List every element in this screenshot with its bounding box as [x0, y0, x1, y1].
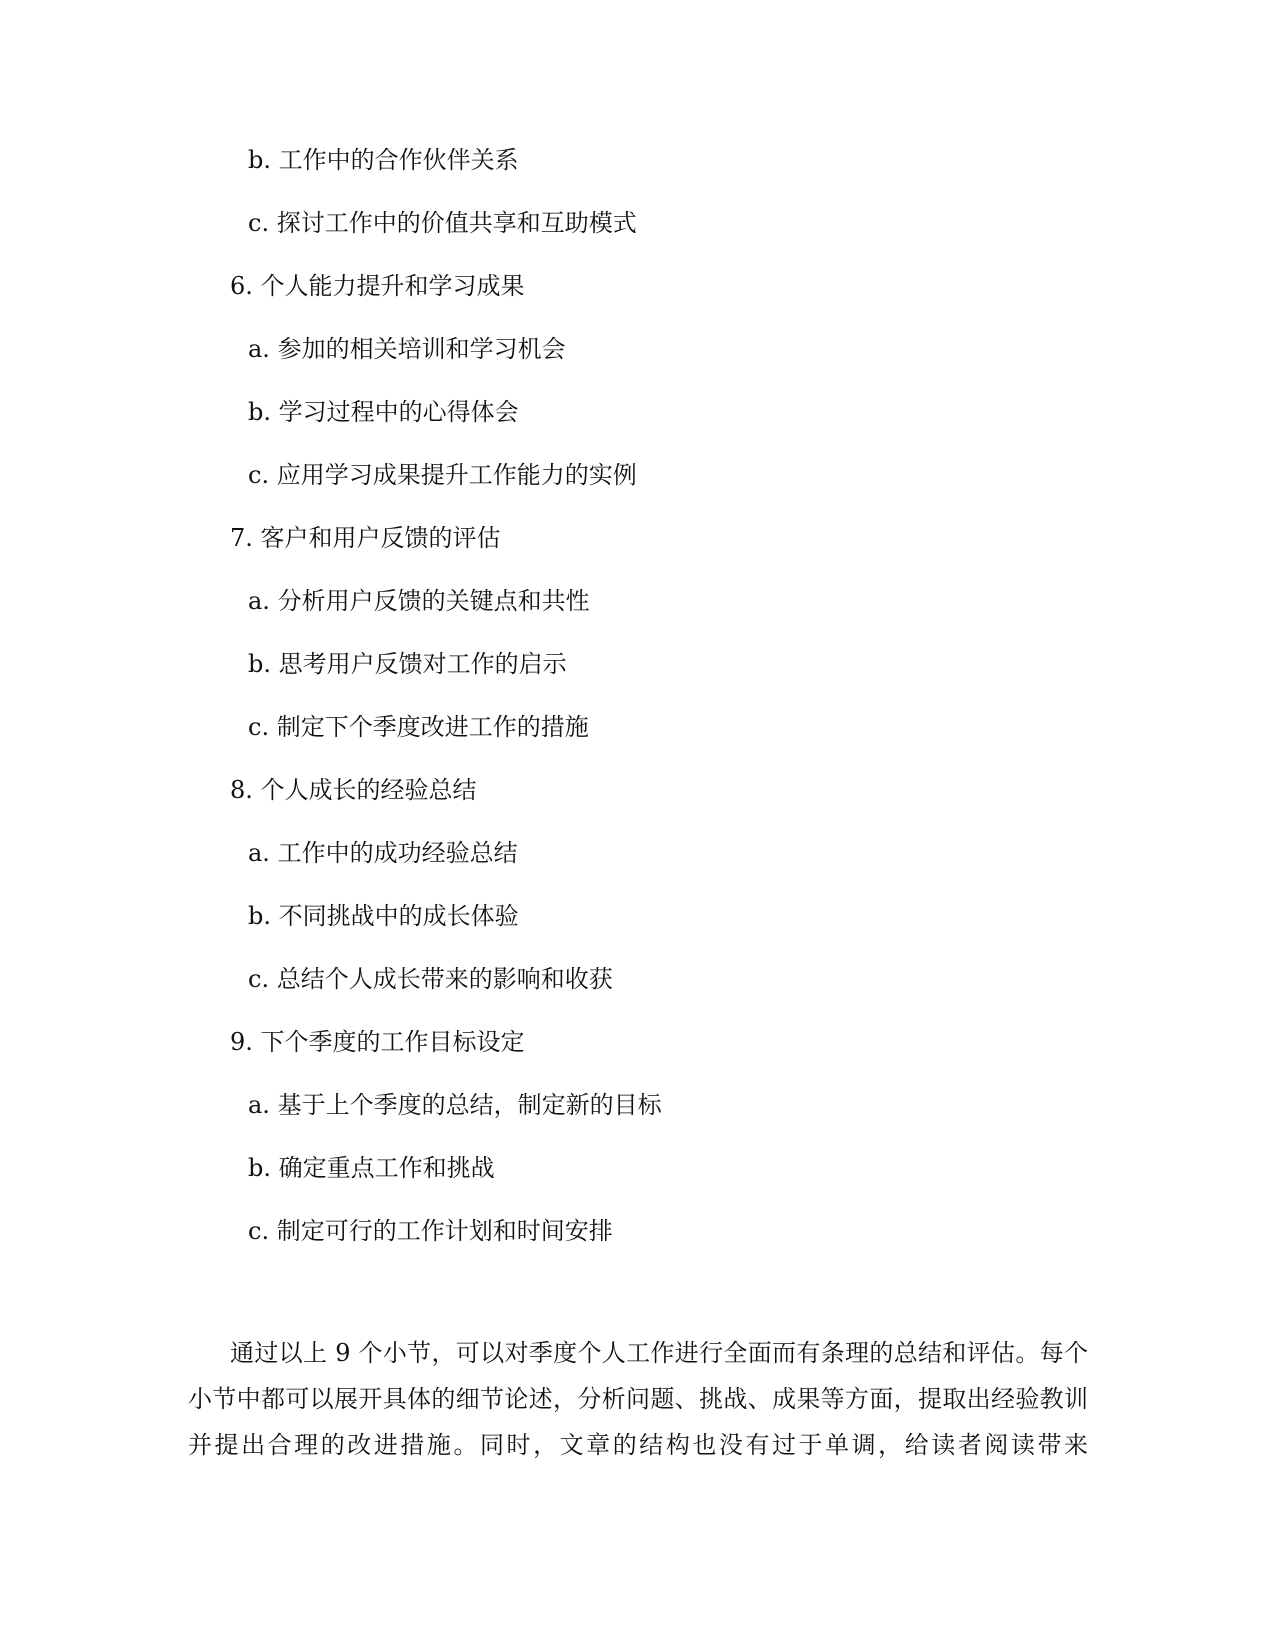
outline-subitem: c. 制定可行的工作计划和时间安排 — [248, 1217, 613, 1245]
outline-subitem: a. 工作中的成功经验总结 — [248, 839, 518, 867]
outline-subitem: b. 工作中的合作伙伴关系 — [248, 146, 519, 174]
outline-subitem: b. 思考用户反馈对工作的启示 — [248, 650, 567, 678]
outline-subitem: b. 确定重点工作和挑战 — [248, 1154, 495, 1182]
outline-section-heading: 8. 个人成长的经验总结 — [230, 776, 477, 804]
outline-subitem: b. 学习过程中的心得体会 — [248, 398, 519, 426]
outline-subitem: c. 制定下个季度改进工作的措施 — [248, 713, 589, 741]
outline-subitem: a. 分析用户反馈的关键点和共性 — [248, 587, 590, 615]
outline-section-heading: 6. 个人能力提升和学习成果 — [230, 272, 525, 300]
outline-subitem: c. 应用学习成果提升工作能力的实例 — [248, 461, 637, 489]
outline-subitem: a. 参加的相关培训和学习机会 — [248, 335, 566, 363]
outline-subitem: c. 总结个人成长带来的影响和收获 — [248, 965, 613, 993]
outline-subitem: a. 基于上个季度的总结，制定新的目标 — [248, 1091, 662, 1119]
outline-subitem: c. 探讨工作中的价值共享和互助模式 — [248, 209, 637, 237]
outline-section-heading: 9. 下个季度的工作目标设定 — [230, 1028, 525, 1056]
summary-paragraph: 通过以上 9 个小节，可以对季度个人工作进行全面而有条理的总结和评估。每个小节中都可以展开具体的细节论述，分析问题、挑战、成果等方面，提取出经验教训并提出合理的改进措施。同时，文章的结构也没有过于单调，给读者阅读带来 — [188, 1339, 1088, 1459]
outline-subitem: b. 不同挑战中的成长体验 — [248, 902, 519, 930]
outline-section-heading: 7. 客户和用户反馈的评估 — [230, 524, 501, 552]
